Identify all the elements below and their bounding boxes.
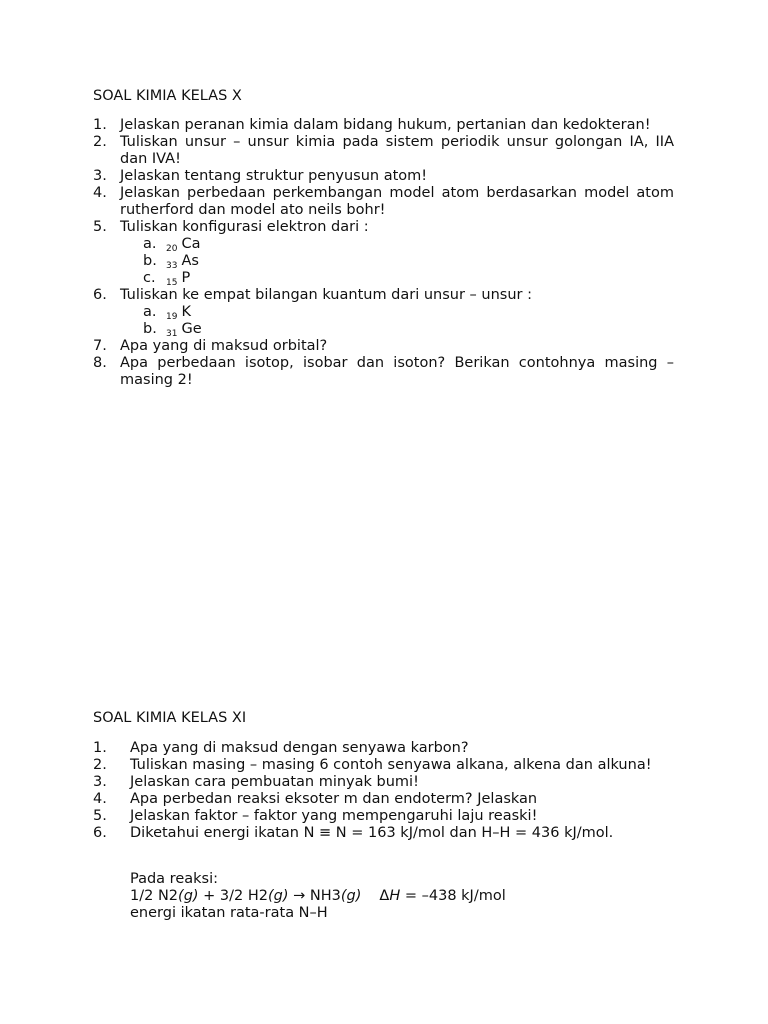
question-number: 6. bbox=[93, 825, 107, 841]
question-number: 1. bbox=[93, 740, 107, 756]
question-number: 4. bbox=[93, 185, 107, 201]
question-number: 4. bbox=[93, 791, 107, 807]
question-text: Diketahui energi ikatan N ≡ N = 163 kJ/mol dan H–H = 436 kJ/mol. bbox=[130, 825, 614, 841]
element-symbol: As bbox=[181, 253, 199, 269]
element-symbol: P bbox=[181, 270, 191, 286]
element-symbol: Ge bbox=[181, 321, 202, 337]
product-nh3: → NH3 bbox=[288, 888, 341, 904]
atomic-number: 31 bbox=[166, 329, 178, 339]
question-item bbox=[93, 168, 674, 185]
question-text: Apa yang di maksud dengan senyawa karbon? bbox=[130, 740, 469, 756]
section-1-question-list bbox=[93, 117, 674, 389]
section-2-title: SOAL KIMIA KELAS XI bbox=[93, 710, 247, 726]
question-text: Tuliskan ke empat bilangan kuantum dari unsur – unsur : bbox=[120, 287, 532, 303]
sub-item bbox=[93, 304, 674, 321]
atomic-number: 19 bbox=[166, 312, 178, 322]
state-gas: (g) bbox=[178, 888, 199, 904]
question-text: Jelaskan perbedaan perkembangan model atom berdasarkan model atom rutherford dan model ato neils bohr! bbox=[120, 185, 674, 218]
question-item bbox=[93, 338, 674, 355]
element-symbol: Ca bbox=[181, 236, 201, 252]
question-number: 5. bbox=[93, 808, 107, 824]
question-item bbox=[93, 134, 674, 168]
state-gas: (g) bbox=[268, 888, 289, 904]
reaction-question: energi ikatan rata-rata N–H bbox=[130, 905, 328, 921]
sub-item bbox=[93, 270, 674, 287]
question-item bbox=[93, 355, 674, 389]
sub-item bbox=[93, 253, 674, 270]
enthalpy-symbol: H bbox=[389, 888, 401, 904]
question-number: 2. bbox=[93, 757, 107, 773]
atomic-number: 15 bbox=[166, 278, 178, 288]
question-number: 8. bbox=[93, 355, 107, 371]
question-item bbox=[93, 219, 674, 236]
sub-item-letter: b. bbox=[143, 253, 157, 269]
question-text: Tuliskan konfigurasi elektron dari : bbox=[120, 219, 369, 235]
question-text: Tuliskan unsur – unsur kimia pada sistem periodik unsur golongan IA, IIA dan IVA! bbox=[120, 134, 674, 167]
question-text: Jelaskan faktor – faktor yang mempengaruhi laju reaski! bbox=[130, 808, 538, 824]
question-item bbox=[93, 740, 674, 757]
sub-item-letter: a. bbox=[143, 304, 157, 320]
reaction-intro: Pada reaksi: bbox=[130, 871, 218, 887]
section-1-title: SOAL KIMIA KELAS X bbox=[93, 88, 242, 104]
delta-symbol: Δ bbox=[379, 888, 390, 904]
question-number: 7. bbox=[93, 338, 107, 354]
element-symbol: K bbox=[181, 304, 191, 320]
reaction-equation bbox=[130, 888, 506, 905]
question-number: 6. bbox=[93, 287, 107, 303]
question-number: 3. bbox=[93, 168, 107, 184]
enthalpy-value: = –438 kJ/mol bbox=[400, 888, 506, 904]
question-item bbox=[93, 287, 674, 304]
sub-item bbox=[93, 321, 674, 338]
sub-item-letter: b. bbox=[143, 321, 157, 337]
question-text: Jelaskan tentang struktur penyusun atom! bbox=[120, 168, 428, 184]
question-text: Apa yang di maksud orbital? bbox=[120, 338, 328, 354]
atomic-number: 20 bbox=[166, 244, 178, 254]
question-text: Apa perbedaan isotop, isobar dan isoton? Berikan contohnya masing – masing 2! bbox=[120, 355, 674, 388]
reaction-block bbox=[130, 871, 506, 922]
question-number: 5. bbox=[93, 219, 107, 235]
reactant-h2: + 3/2 H2 bbox=[198, 888, 269, 904]
question-item bbox=[93, 791, 674, 808]
question-item bbox=[93, 825, 674, 842]
section-2-question-list bbox=[93, 740, 674, 842]
reactant-n2: 1/2 N2 bbox=[130, 888, 179, 904]
atomic-number: 33 bbox=[166, 261, 178, 271]
question-text: Tuliskan masing – masing 6 contoh senyawa alkana, alkena dan alkuna! bbox=[130, 757, 652, 773]
question-text: Jelaskan cara pembuatan minyak bumi! bbox=[130, 774, 419, 790]
question-text: Jelaskan peranan kimia dalam bidang hukum, pertanian dan kedokteran! bbox=[120, 117, 651, 133]
question-item bbox=[93, 117, 674, 134]
sub-item-letter: a. bbox=[143, 236, 157, 252]
question-item bbox=[93, 808, 674, 825]
sub-item-letter: c. bbox=[143, 270, 156, 286]
question-number: 3. bbox=[93, 774, 107, 790]
question-item bbox=[93, 185, 674, 219]
question-number: 1. bbox=[93, 117, 107, 133]
question-item bbox=[93, 774, 674, 791]
sub-item bbox=[93, 236, 674, 253]
question-item bbox=[93, 757, 674, 774]
question-text: Apa perbedan reaksi eksoter m dan endoterm? Jelaskan bbox=[130, 791, 538, 807]
state-gas: (g) bbox=[340, 888, 362, 904]
question-number: 2. bbox=[93, 134, 107, 150]
